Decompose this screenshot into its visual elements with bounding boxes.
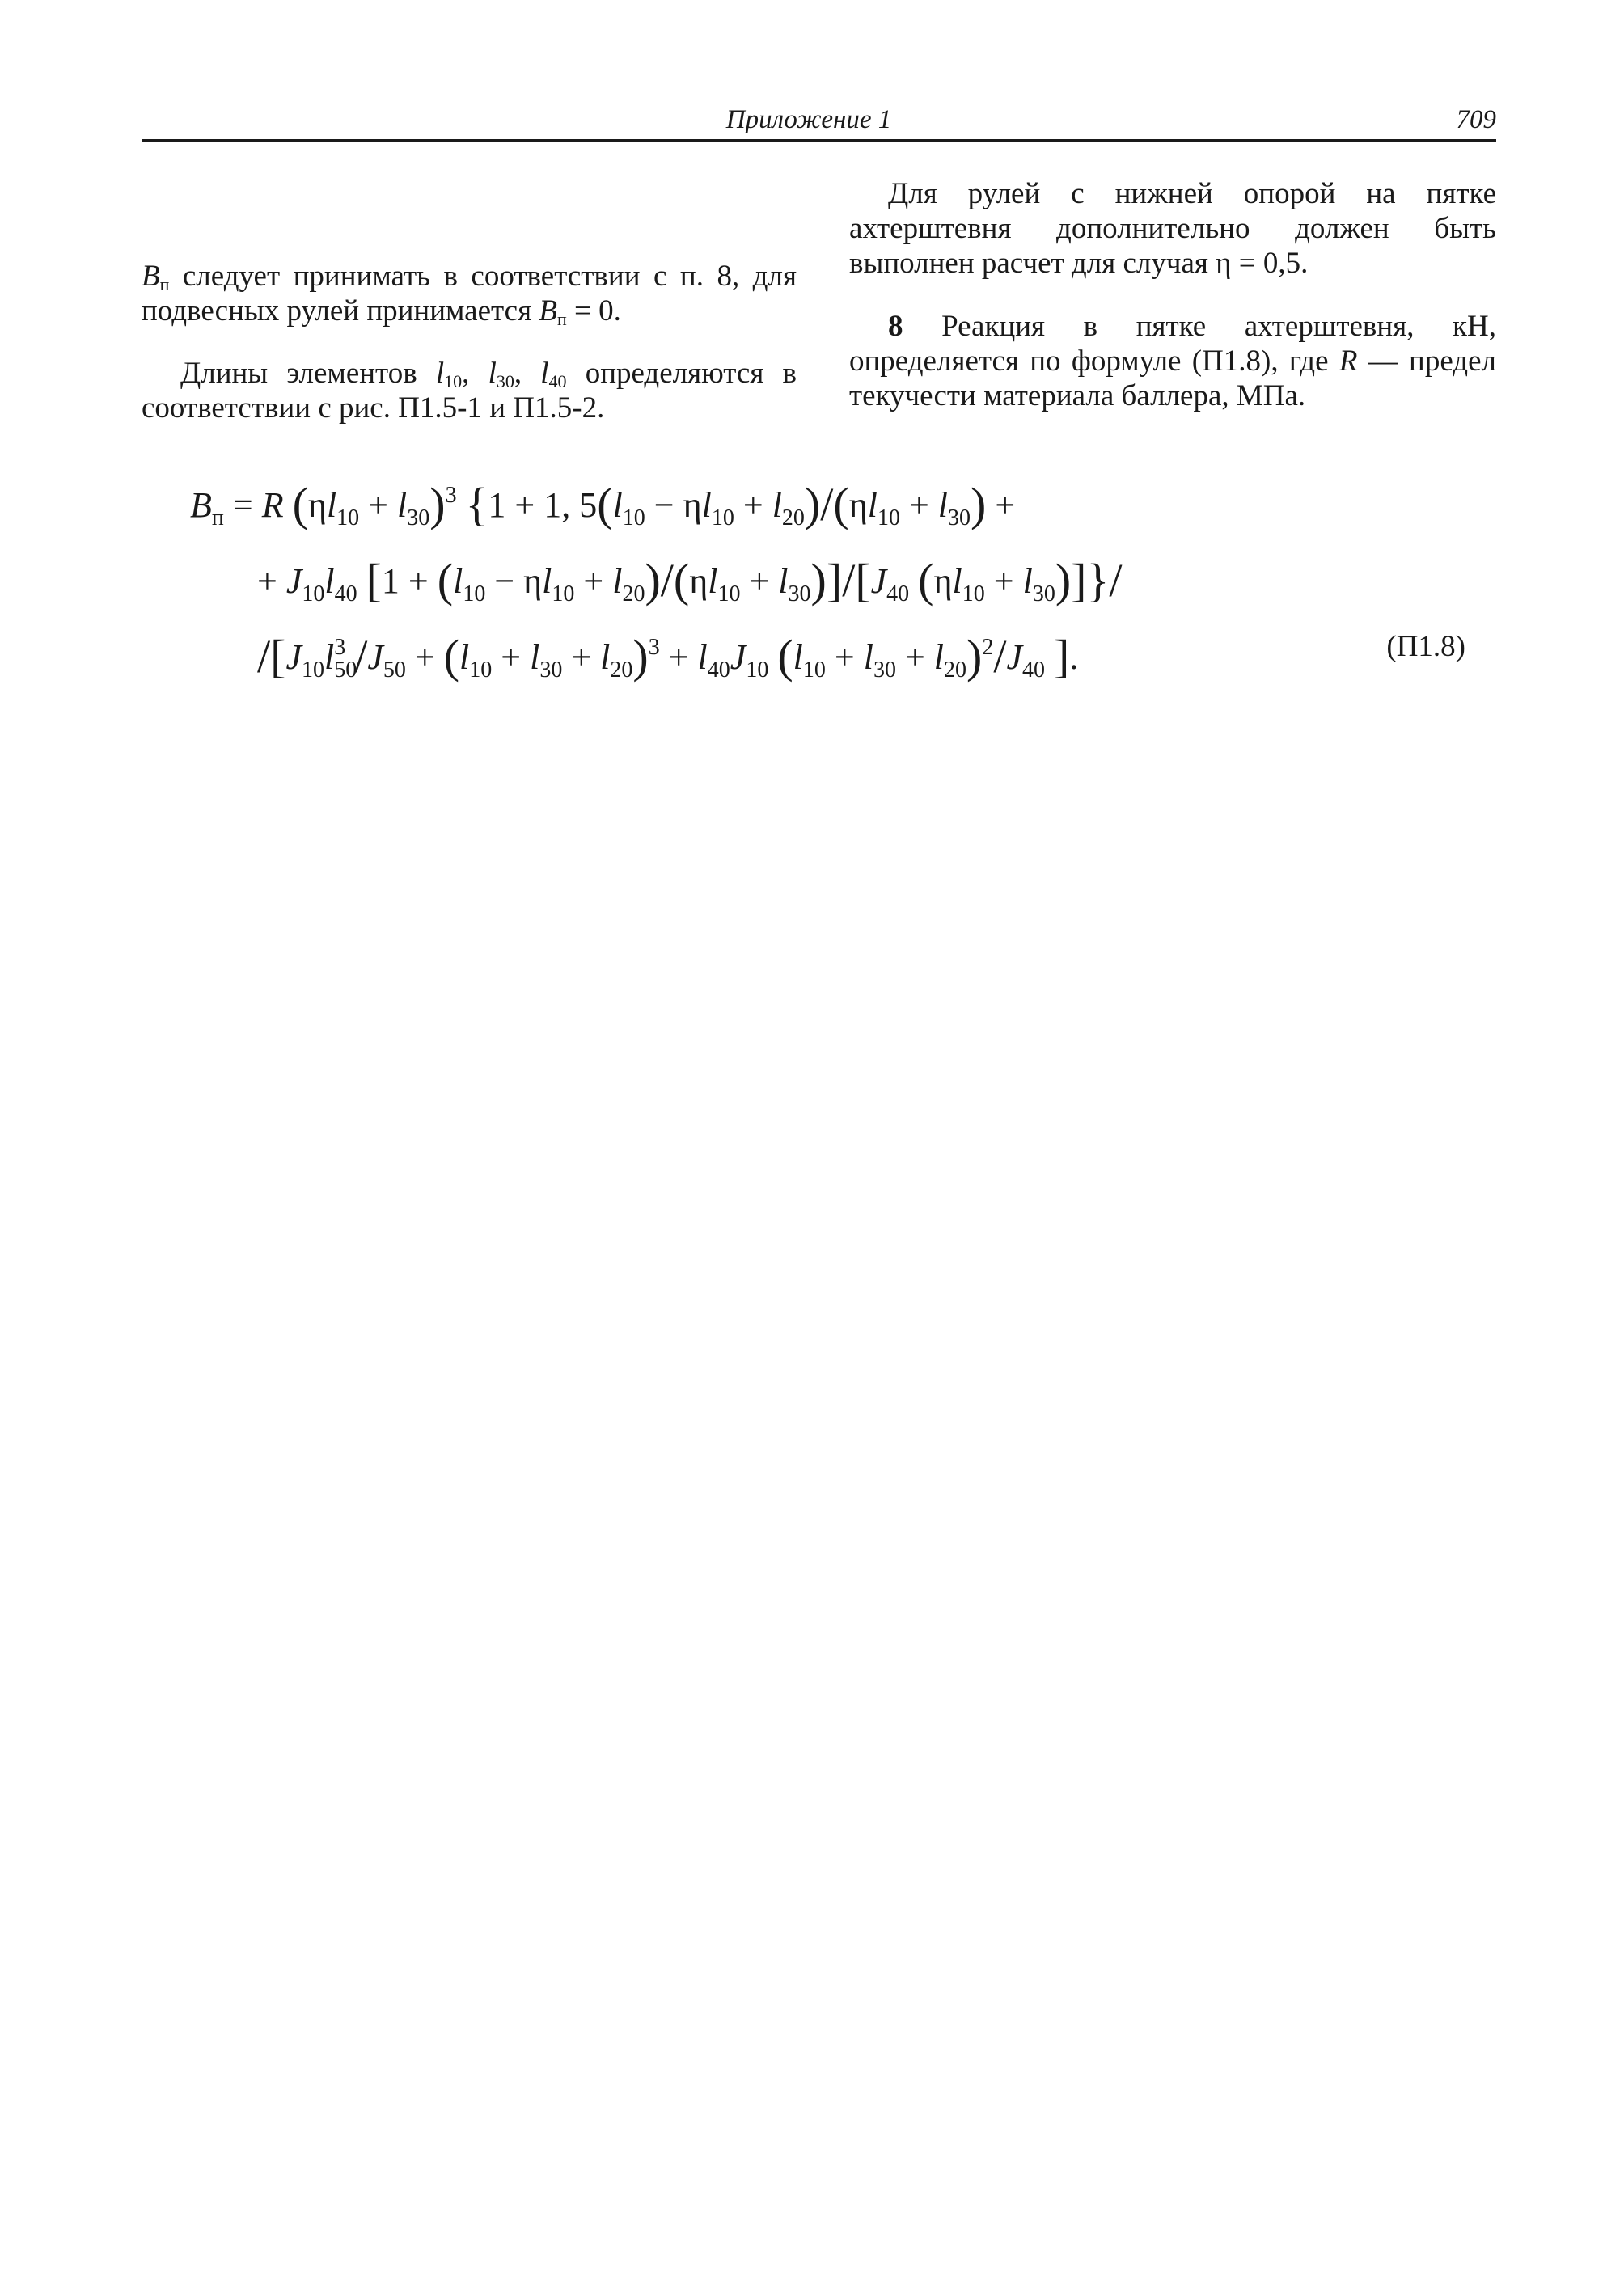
paragraph-bp-definition: [142, 259, 797, 328]
page-number: 709: [1456, 105, 1496, 134]
text-segment: Длины элементов: [180, 357, 436, 390]
symbol-l-subscript: 30: [496, 371, 514, 391]
text-segment: ,: [462, 357, 488, 390]
text-segment: ,: [514, 357, 541, 390]
formula-line-2: + $J_{10}l_{40}$ $[1 + (l_{10} - \eta l_{10} + l_{20})/(\eta l_{10} + l_{30})]/[J_{40}$ $(\eta l_{10} + l_{30})]\}/$: [257, 554, 1123, 607]
running-header-title: Приложение 1: [725, 105, 892, 134]
text-segment: следует принимать в соответствии с п. 8, для подвесных рулей принимается: [142, 260, 797, 328]
symbol-l: l: [488, 357, 497, 390]
symbol-l: l: [435, 357, 445, 390]
text-segment: Реакция в пятке ахтерштевня, кН, определяется по формуле (П1.8), где: [849, 310, 1496, 378]
symbol-b-subscript: п: [556, 309, 567, 329]
symbol-l: l: [540, 357, 549, 390]
paragraph-heel-reaction: [849, 309, 1496, 413]
header-rule: [142, 139, 1496, 142]
text-segment: — предел текучести материала баллера, МПа.: [849, 344, 1496, 412]
symbol-b: B: [142, 260, 160, 293]
text-segment: определяются в соответствии с рис. П1.5-1 и П1.5-2.: [142, 357, 797, 425]
formula-line-3: $/[J_{10}l_{50}^3$ $/J_{50} + (l_{10} + l_{30} + l_{20})^3 + l_{40}J_{10}$ $(l_{10} + l_{30} + l_{20})^2/J_{40}$ ].: [257, 630, 1079, 683]
symbol-l-subscript: 40: [548, 371, 567, 391]
symbol-r: R: [1339, 344, 1358, 378]
paragraph-lower-support: Для рулей с нижней опорой на пятке ахтерштевня дополнительно должен быть выполнен расчет для случая η = 0,5.: [849, 177, 1496, 280]
symbol-b: B: [539, 294, 557, 328]
text-segment: = 0.: [566, 294, 621, 328]
item-number: 8: [888, 310, 903, 343]
symbol-l-subscript: 10: [444, 371, 463, 391]
formula-number: (П1.8): [1386, 630, 1465, 663]
paragraph-element-lengths: [142, 356, 797, 425]
symbol-b-subscript: п: [159, 274, 170, 294]
formula-line-1: $B_п = R$ $(\eta l_{10} + l_{30})^3$ {1 + 1, $5(l_{10} - \eta l_{10} + l_{20})/(\eta l_{10} + l_{30})$ +: [190, 478, 1016, 530]
